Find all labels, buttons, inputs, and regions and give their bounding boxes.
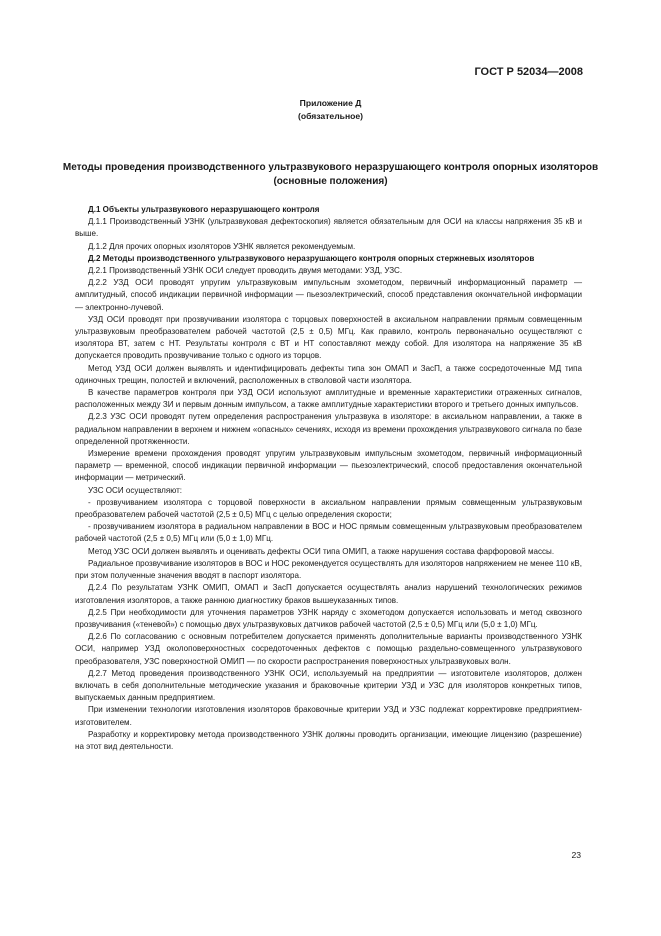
paragraph: Д.2.6 По согласованию с основным потребителем допускается применять дополнительные варианты производственного УЗНК ОСИ, например УЗД околоповерхностных сосредоточенных дефектов с помощью раздельно-совмещенного ультразвукового преобразователя, УЗС поверхностной ОМИП — по скорости распространения поверхностных ультразвуковых волн.	[75, 632, 582, 666]
paragraph: Разработку и корректировку метода производственного УЗНК должны проводить организации, имеющие лицензию (разрешение) на этот вид деятельности.	[75, 729, 582, 751]
paragraph: Д.2.5 При необходимости для уточнения параметров УЗНК наряду с эхометодом допускается использовать и метод сквозного прозвучивания («теневой») с помощью двух ультразвуковых датчиков рабочей частотой (2,5 ± 0,5) МГц или (5,0 ± 1,0) МГц.	[75, 607, 582, 629]
paragraph-heading: Д.1 Объекты ультразвукового неразрушающего контроля	[88, 205, 320, 214]
paragraph: Д.2.2 УЗД ОСИ проводят упругим ультразвуковым импульсным эхометодом, первичный информационный параметр — амплитудный, способ индикации первичной информации — пьезоэлектрический, способ представления окончательной информации — электронно-лучевой.	[75, 278, 582, 312]
paragraph: Д.2.1 Производственный УЗНК ОСИ следует проводить двумя методами: УЗД, УЗС.	[88, 266, 403, 276]
section-title: Методы проведения производственного ультразвукового неразрушающего контроля опорных изоляторов (основные положения)	[62, 162, 599, 187]
appendix-status: (обязательное)	[297, 111, 364, 121]
paragraph: Д.2.3 УЗС ОСИ проводят путем определения распространения ультразвука в изоляторе: в аксиальном направлении, а также в радиальном направлении в верхнем и нижнем «опасных» сечениях, исходя из времени прохождения ультразвукового сигнала по базе определенной протяженности.	[75, 412, 582, 446]
paragraph: Д.2.7 Метод проведения производственного УЗНК ОСИ, используемый на предприятии — изготовителе изоляторов, должен включать в себя дополнительные методические указания и браковочные критерии УЗД и УЗС для изоляторов конкретных типов, выпускаемых данным предприятием.	[75, 668, 582, 703]
list-item: - прозвучиванием изолятора с торцовой поверхности в аксиальном направлении прямым совмещенным ультразвуковым преобразователем рабочей частотой (2,5 ± 0,5) МГц с целью определения скорости;	[75, 497, 582, 520]
paragraph: Измерение времени прохождения проводят упругим ультразвуковым импульсным эхометодом, первичный информационный параметр — временной, способ индикации первичной информации — пьезоэлектрический, способ предоставления окончательной информации — метрический.	[75, 449, 582, 483]
paragraph: Метод УЗС ОСИ должен выявлять и оценивать дефекты ОСИ типа ОМИП, а также нарушения состава фарфоровой массы.	[88, 546, 555, 556]
paragraph: Д.1.1 Производственный УЗНК (ультразвуковая дефектоскопия) является обязательным для ОСИ на классы напряжения 35 кВ и выше.	[75, 217, 582, 239]
list-item: - прозвучиванием изолятора в радиальном направлении в ВОС и НОС прямым совмещенным ультразвуковым преобразователем рабочей частотой (2,5 ± 0,5) МГц или (5,0 ± 1,0) МГц.	[75, 522, 582, 544]
paragraph: УЗД ОСИ проводят при прозвучивании изолятора с торцовых поверхностей в аксиальном направлении прямым совмещенным ультразвуковым преобразователем рабочей частотой (2,5 ± 0,5) МГц. Как правило, контроль первоначально осуществляют с изолятора ВТ, затем с НТ. Результаты контроля с ВТ и НТ сопоставляют между собой. Для изолятора на напряжение 35 кВ допускается проводить прозвучивание только с одного из торцов.	[75, 314, 582, 361]
paragraph: Радиальное прозвучивание изоляторов в ВОС и НОС рекомендуется осуществлять для изоляторов напряжением не менее 110 кВ, при этом полученные значения вводят в паспорт изолятора.	[75, 558, 582, 581]
appendix-label: Приложение Д	[299, 98, 362, 108]
appendix-heading	[0, 97, 661, 123]
paragraph: Д.2.4 По результатам УЗНК ОМИП, ОМАП и ЗасП допускается осуществлять анализ нарушений технологических режимов изготовления изоляторов, а также раннюю диагностику браков вышеуказанных типов.	[75, 583, 582, 605]
paragraph: При изменении технологии изготовления изоляторов браковочные критерии УЗД и УЗС подлежат корректировке предприятием-изготовителем.	[75, 705, 582, 727]
page-number: 23	[571, 850, 581, 860]
body-text	[75, 204, 582, 753]
paragraph: В качестве параметров контроля при УЗД ОСИ используют амплитудные и временные характеристики отраженных сигналов, расположенных между ЗИ и первым донным импульсом, а также амплитудные характеристики второго и третьего донных импульсов.	[75, 388, 582, 410]
paragraph: Д.1.2 Для прочих опорных изоляторов УЗНК является рекомендуемым.	[88, 241, 356, 251]
document-id: ГОСТ Р 52034—2008	[474, 66, 583, 78]
paragraph: Метод УЗД ОСИ должен выявлять и идентифицировать дефекты типа зон ОМАП и ЗасП, а также сосредоточенные МД типа одиночных трещин, полостей и включений, расположенных в стволовой части изолятора.	[75, 363, 582, 385]
paragraph: УЗС ОСИ осуществляют:	[88, 485, 183, 495]
paragraph-heading: Д.2 Методы производственного ультразвукового неразрушающего контроля опорных стержневых изоляторов	[88, 253, 535, 263]
